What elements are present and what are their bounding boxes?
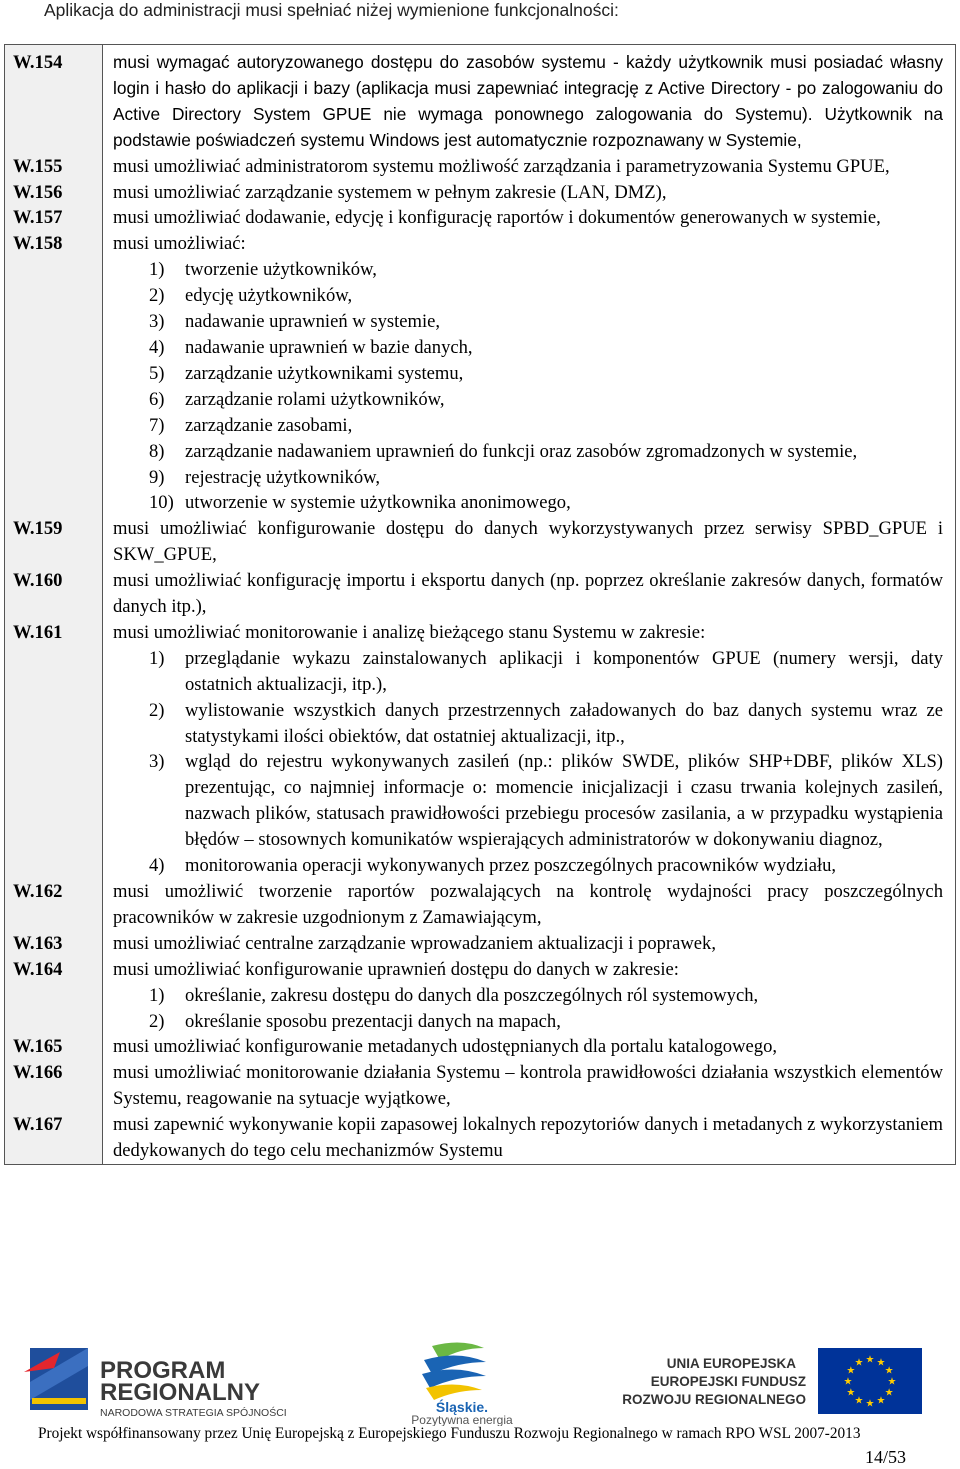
requirement-text: musi umożliwiać konfigurowanie uprawnień dostępu do danych w zakresie: (113, 958, 679, 980)
slaskie-logo-tagline: Pozytywna energia (411, 1413, 513, 1426)
requirement-subitem (113, 387, 943, 413)
requirement-row (5, 45, 956, 154)
footer-logos (0, 1336, 960, 1428)
requirement-description (103, 154, 956, 180)
eu-star-icon: ★ (846, 1365, 856, 1377)
subitem-text: monitorowania operacji wykonywanych przez poszczególnych pracowników wydziału, (185, 855, 837, 877)
requirement-description (103, 620, 956, 879)
requirement-row (5, 154, 956, 180)
requirement-subitem (113, 361, 943, 387)
requirement-id: W.164 (5, 957, 103, 1035)
subitem-text: wylistowanie wszystkich danych przestrzennych załadowanych do baz danych systemu wraz ze statystykami ilości obiektów, dat ostatniej aktualizacji, itp., (185, 699, 943, 747)
requirement-text: musi umożliwiać konfigurowanie metadanych udostępnianych dla portalu katalogowego, (113, 1036, 778, 1058)
requirement-text: musi umożliwiać konfigurację importu i eksportu danych (np. poprzez określanie zakresów danych, formatów danych itp.), (113, 570, 943, 618)
requirement-id: W.166 (5, 1060, 103, 1112)
requirements-table-body (5, 45, 956, 1165)
requirement-description (103, 1034, 956, 1060)
requirement-row (5, 879, 956, 931)
requirement-text: musi umożliwiać monitorowanie działania Systemu – kontrola prawidłowości działania wszystkich elementów Systemu, reagowanie na sytuacje wyjątkowe, (113, 1062, 943, 1110)
requirement-description (103, 205, 956, 231)
subitem-number: 4) (149, 336, 165, 358)
subitem-text: utworzenie w systemie użytkownika anonimowego, (185, 492, 571, 514)
requirement-description (103, 180, 956, 206)
requirement-subitem (113, 490, 943, 516)
requirement-text: musi umożliwiać administratorom systemu możliwość zarządzania i parametryzowania Systemu GPUE, (113, 155, 890, 177)
requirement-description (103, 568, 956, 620)
eu-logo-line3: ROZWOJU REGIONALNEGO (622, 1392, 806, 1407)
requirement-row (5, 620, 956, 879)
requirement-subitem (113, 335, 943, 361)
requirement-row (5, 568, 956, 620)
subitem-number: 7) (149, 414, 165, 436)
requirement-description (103, 45, 956, 154)
subitem-number: 1) (149, 984, 165, 1006)
subitem-number: 2) (149, 285, 165, 307)
requirement-row (5, 180, 956, 206)
subitem-text: zarządzanie zasobami, (185, 414, 353, 436)
subitem-text: określanie sposobu prezentacji danych na mapach, (185, 1010, 561, 1032)
requirement-subitem (113, 749, 943, 853)
requirement-text: musi umożliwiać: (113, 233, 246, 255)
subitem-text: zarządzanie użytkownikami systemu, (185, 362, 464, 384)
eu-star-icon: ★ (876, 1357, 886, 1369)
subitem-number: 1) (149, 647, 165, 669)
subitem-number: 3) (149, 311, 165, 333)
requirement-row (5, 957, 956, 1035)
subitem-text: przeglądanie wykazu zainstalowanych aplikacji i komponentów GPUE (numery wersji, daty ostatnich aktualizacji, itp.), (185, 647, 943, 695)
subitem-text: wgląd do rejestru wykonywanych zasileń (np.: plików SWDE, plików SHP+DBF, plików XLS) prezentując, co najmniej informacje o: momencie inicjalizacji i czasu trwania kolejnych zasileń, nazwach plików, statusach prawidłowości przebiegu procesów zasilania, a w przypadku wystąpienia błędów – stosownych komunikatów wspierających administratorów w dokonywaniu diagnoz, (185, 751, 943, 851)
eu-logo-line2: EUROPEJSKI FUNDUSZ (650, 1374, 806, 1389)
eu-star-icon: ★ (884, 1387, 894, 1399)
requirement-subitem (113, 698, 943, 750)
requirement-description (103, 931, 956, 957)
requirement-id: W.158 (5, 231, 103, 516)
requirement-id: W.163 (5, 931, 103, 957)
subitem-text: nadawanie uprawnień w bazie danych, (185, 336, 473, 358)
requirement-text: musi umożliwiać konfigurowanie dostępu do danych wykorzystywanych przez serwisy SPBD_GPUE i SKW_GPUE, (113, 518, 943, 566)
subitem-text: zarządzanie rolami użytkowników, (185, 388, 445, 410)
eu-logo (612, 1344, 932, 1416)
subitem-number: 4) (149, 855, 165, 877)
requirement-subitem (113, 646, 943, 698)
requirement-id: W.161 (5, 620, 103, 879)
requirement-description (103, 957, 956, 1035)
requirement-subitem (113, 439, 943, 465)
program-regionalny-logo (24, 1342, 334, 1422)
requirement-text: musi umożliwiać dodawanie, edycję i konfigurację raportów i dokumentów generowanych w systemie, (113, 207, 881, 229)
requirement-description (103, 516, 956, 568)
eu-star-icon: ★ (876, 1395, 886, 1407)
subitem-number: 8) (149, 440, 165, 462)
subitem-number: 2) (149, 1010, 165, 1032)
page-header: Aplikacja do administracji musi spełniać niżej wymienione funkcjonalności: (44, 0, 619, 20)
subitem-number: 9) (149, 466, 165, 488)
requirement-row (5, 1060, 956, 1112)
requirement-text: musi zapewnić wykonywanie kopii zapasowej lokalnych repozytoriów danych i metadanych z wykorzystaniem dedykowanych do tego celu mechanizmów Systemu (113, 1114, 943, 1162)
subitem-number: 10) (149, 492, 174, 514)
subitem-number: 5) (149, 362, 165, 384)
requirement-text: musi wymagać autoryzowanego dostępu do zasobów systemu - każdy użytkownik musi posiadać własny login i hasło do aplikacji i bazy (aplikacja musi zapewniać integrację z Active Directory - po zalogowaniu do Active Directory System GPUE nie wymaga ponownego zalogowania do Systemu). Użytkownik na podstawie poświadczeń systemu Windows jest automatycznie rozpoznawany w Systemie, (113, 52, 943, 150)
requirement-subitem (113, 309, 943, 335)
requirement-row (5, 1112, 956, 1164)
requirement-id: W.156 (5, 180, 103, 206)
program-logo-line2: REGIONALNY (100, 1379, 261, 1406)
subitem-text: rejestrację użytkowników, (185, 466, 380, 488)
footer-cofinancing-text: Projekt współfinansowany przez Unię Europejską z Europejskiego Funduszu Rozwoju Regionalnego w ramach RPO WSL 2007-2013 (38, 1425, 861, 1442)
requirement-description (103, 231, 956, 516)
requirement-subitem (113, 465, 943, 491)
requirement-text: musi umożliwiać centralne zarządzanie wprowadzaniem aktualizacji i poprawek, (113, 932, 716, 954)
eu-star-icon: ★ (865, 1354, 875, 1366)
requirement-row (5, 1034, 956, 1060)
page-number: 14/53 (864, 1447, 906, 1467)
requirement-row (5, 231, 956, 516)
subitem-text: określanie, zakresu dostępu do danych dla poszczególnych ról systemowych, (185, 984, 759, 1006)
eu-star-icon: ★ (854, 1357, 864, 1369)
eu-star-icon: ★ (865, 1398, 875, 1410)
program-logo-line3: NARODOWA STRATEGIA SPÓJNOŚCI (100, 1407, 287, 1419)
subitem-text: nadawanie uprawnień w systemie, (185, 311, 441, 333)
eu-logo-line1: UNIA EUROPEJSKA (666, 1356, 796, 1371)
requirement-subitem (113, 413, 943, 439)
requirement-description (103, 1060, 956, 1112)
requirement-text: musi umożliwiać monitorowanie i analizę bieżącego stanu Systemu w zakresie: (113, 621, 706, 643)
requirement-sublist (113, 257, 943, 516)
eu-star-icon: ★ (843, 1376, 853, 1388)
requirement-text: musi umożliwiać zarządzanie systemem w pełnym zakresie (LAN, DMZ), (113, 181, 667, 203)
requirement-sublist (113, 983, 943, 1035)
requirement-subitem (113, 283, 943, 309)
requirement-id: W.157 (5, 205, 103, 231)
requirement-row (5, 205, 956, 231)
eu-star-icon: ★ (846, 1387, 856, 1399)
requirement-id: W.165 (5, 1034, 103, 1060)
requirement-subitem (113, 983, 943, 1009)
requirement-id: W.167 (5, 1112, 103, 1164)
requirement-subitem (113, 1009, 943, 1035)
subitem-number: 2) (149, 699, 165, 721)
requirement-row (5, 516, 956, 568)
requirements-table (4, 44, 956, 1165)
subitem-text: edycję użytkowników, (185, 285, 353, 307)
subitem-number: 1) (149, 259, 165, 281)
slaskie-logo (382, 1338, 542, 1426)
subitem-text: tworzenie użytkowników, (185, 259, 377, 281)
requirement-id: W.155 (5, 154, 103, 180)
eu-star-icon: ★ (887, 1376, 897, 1388)
requirement-id: W.160 (5, 568, 103, 620)
subitem-number: 6) (149, 388, 165, 410)
requirement-id: W.154 (5, 45, 103, 154)
requirement-id: W.162 (5, 879, 103, 931)
subitem-text: zarządzanie nadawaniem uprawnień do funkcji oraz zasobów zgromadzonych w systemie, (185, 440, 858, 462)
requirement-sublist (113, 646, 943, 879)
requirement-text: musi umożliwić tworzenie raportów pozwalających na kontrolę wydajności pracy poszczególnych pracowników w zakresie uzgodnionym z Zamawiającym, (113, 881, 943, 928)
program-logo-line1: PROGRAM (100, 1357, 226, 1384)
subitem-number: 3) (149, 751, 165, 773)
requirement-subitem (113, 257, 943, 283)
requirement-row (5, 931, 956, 957)
slaskie-logo-name: Śląskie. (435, 1399, 489, 1415)
requirement-id: W.159 (5, 516, 103, 568)
eu-star-icon: ★ (854, 1395, 864, 1407)
requirement-subitem (113, 853, 943, 879)
requirement-description (103, 879, 956, 931)
requirement-description (103, 1112, 956, 1164)
eu-star-icon: ★ (884, 1365, 894, 1377)
